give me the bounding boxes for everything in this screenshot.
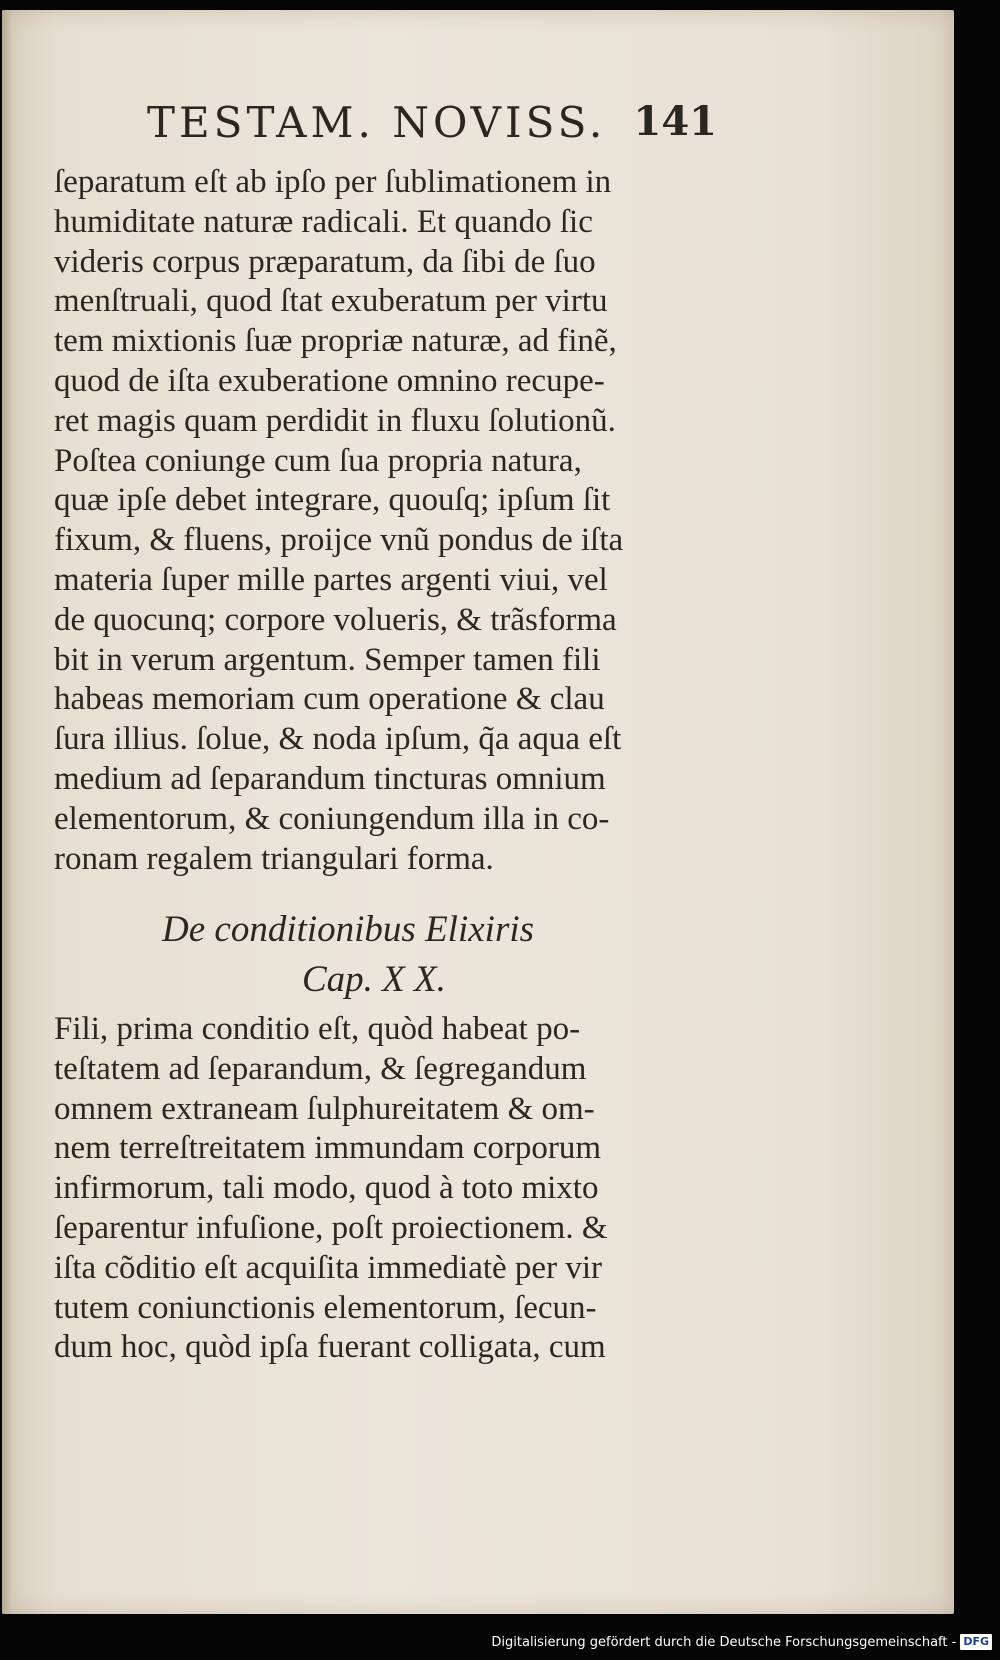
text-line: ſeparatum eſt ab ipſo per ſublimationem in — [54, 164, 612, 200]
dfg-logo: DFG — [960, 1634, 992, 1650]
text-line: dum hoc, quòd ipſa fuerant colligata, cum — [54, 1329, 606, 1366]
credit-text: Digitalisierung gefördert durch die Deutsche Forschungsgemeinschaft - — [491, 1634, 957, 1650]
text-line: teſtatem ad ſeparandum, & ſegregandum — [54, 1050, 587, 1087]
text-line: videris corpus præparatum, da ſibi de ſuo — [54, 243, 596, 280]
text-block-1 — [54, 163, 724, 879]
text-line: materia ſuper mille partes argenti viui, vel — [54, 561, 608, 598]
text-line: ronam regalem triangulari forma. — [54, 840, 494, 877]
text-line: omnem extraneam ſulphureitatem & om- — [54, 1090, 595, 1127]
text-line: humiditate naturæ radicali. Et quando ſic — [54, 203, 593, 240]
text-line: quod de iſta exuberatione omnino recupe- — [54, 362, 605, 399]
running-head — [147, 98, 717, 158]
text-line: iſta cõditio eſt acquiſita immediatè per vir — [54, 1249, 602, 1286]
text-line: nem terreſtreitatem immundam corporum — [54, 1130, 602, 1167]
text-line: bit in verum argentum. Semper tamen fili — [54, 641, 601, 678]
text-line: elementorum, & coniungendum illa in co- — [54, 800, 610, 837]
text-line: tem mixtionis ſuæ propriæ naturæ, ad finẽ, — [54, 323, 617, 360]
page-number: 141 — [633, 98, 717, 145]
text-line: tutem coniunctionis elementorum, ſecun- — [54, 1289, 597, 1326]
text-line: fixum, & fluens, proijce vnũ pondus de iſta — [54, 522, 624, 559]
text-line: menſtruali, quod ſtat exuberatum per virtu — [54, 283, 608, 320]
text-line: ſeparentur infuſione, poſt proiectionem. & — [54, 1209, 608, 1246]
chapter-number: Cap. X X. — [302, 959, 446, 1000]
text-line: infirmorum, tali modo, quod à toto mixto — [54, 1170, 599, 1207]
text-line: medium ad ſeparandum tincturas omnium — [54, 760, 606, 797]
text-block-2 — [54, 1010, 724, 1368]
text-line: Poſtea coniunge cum ſua propria natura, — [54, 442, 582, 479]
digitization-credit — [491, 1630, 992, 1654]
text-line: de quocunq; corpore volueris, & trãsforma — [54, 601, 617, 638]
chapter-title: De conditionibus Elixiris — [162, 909, 535, 950]
text-line: ſura illius. ſolue, & noda ipſum, q̃a aqua eſt — [54, 721, 622, 758]
text-line: ret magis quam perdidit in fluxu ſolutionũ. — [54, 402, 616, 439]
text-line: habeas memoriam cum operatione & clau — [54, 681, 605, 718]
running-title: TESTAM. NOVISS. — [147, 98, 607, 147]
book-page — [2, 10, 954, 1614]
text-line: quæ ipſe debet integrare, quouſq; ipſum ſit — [54, 482, 611, 519]
page-spine-shadow — [2, 10, 12, 1614]
text-line: Fili, prima conditio eſt, quòd habeat po- — [54, 1011, 581, 1047]
